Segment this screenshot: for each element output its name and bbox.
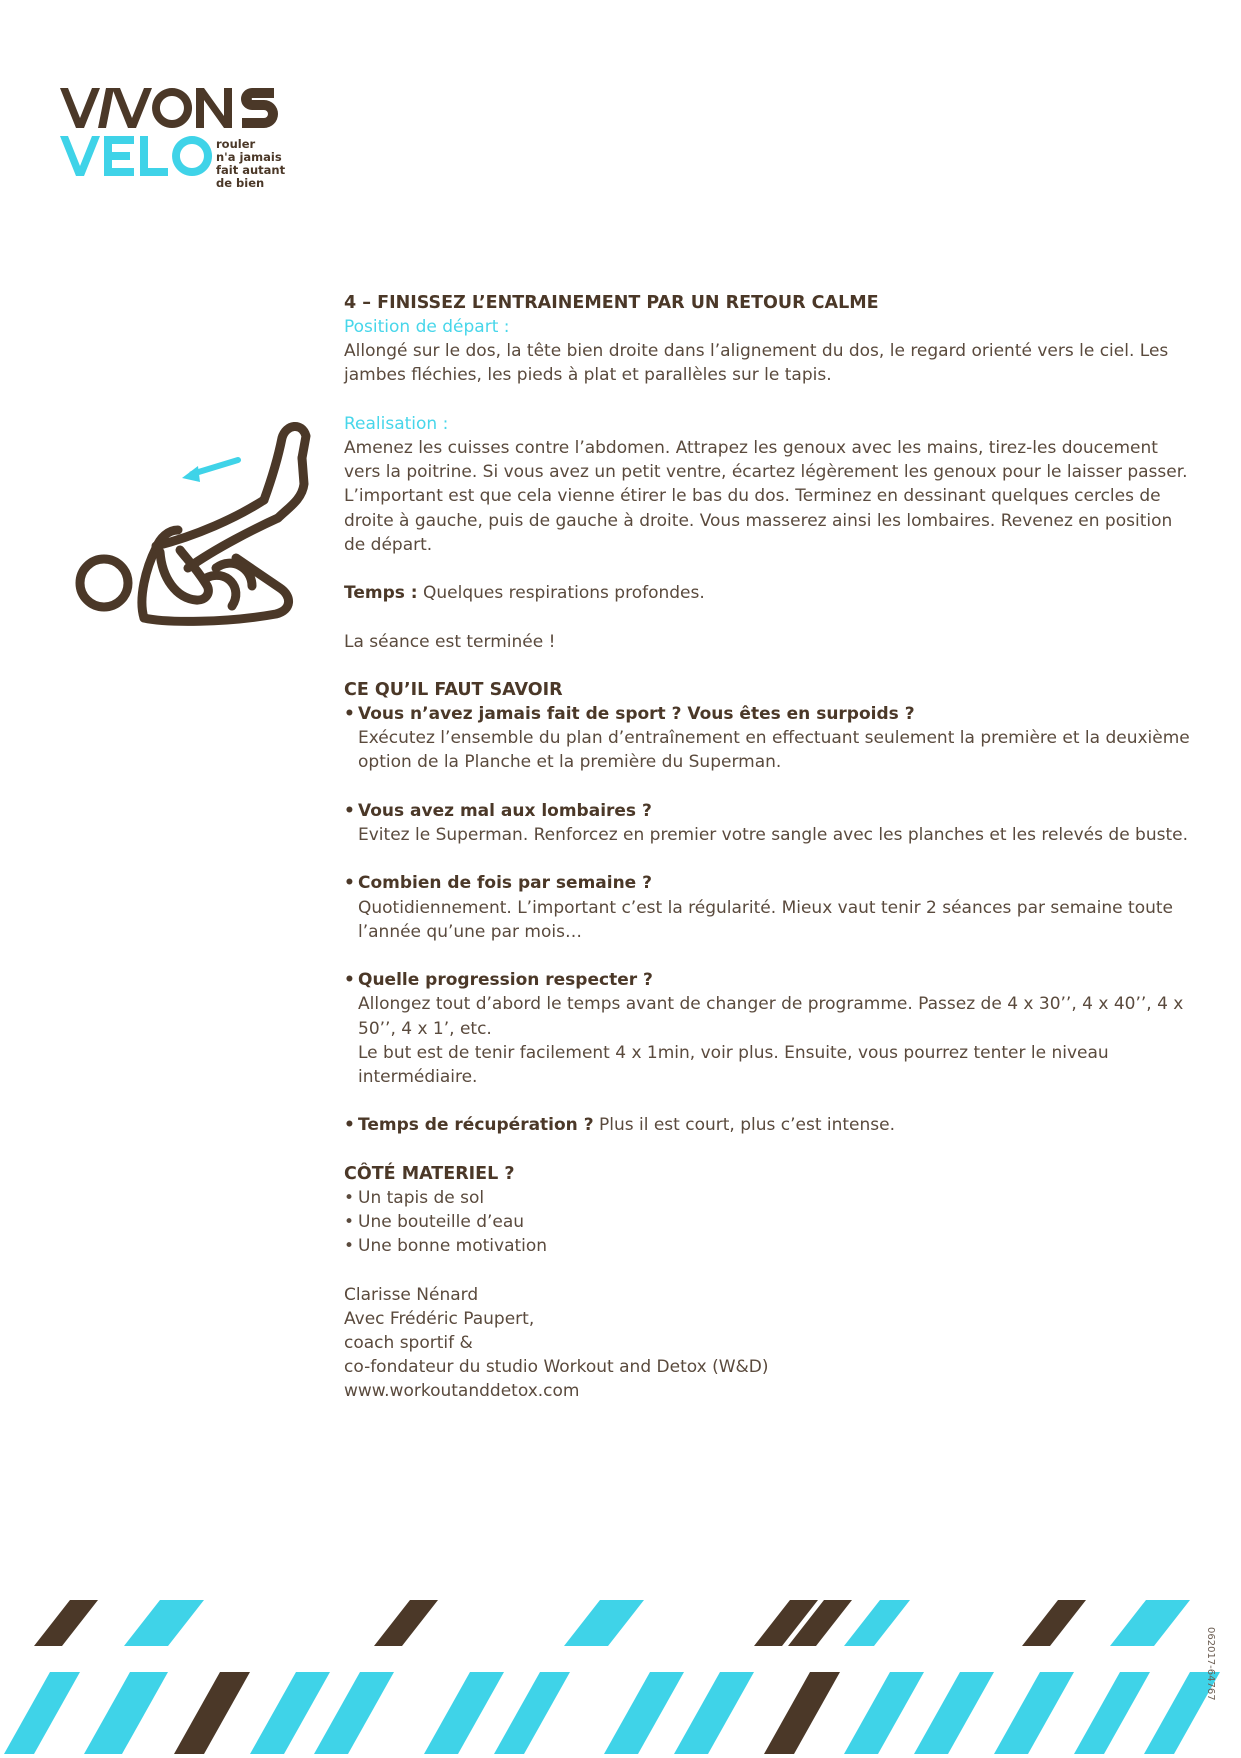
temps-line [344,581,1194,605]
bullet-icon: • [344,703,355,724]
bullet-icon: • [344,873,355,894]
tagline-line: fait autant [216,163,286,177]
faq-question: Combien de fois par semaine ? [358,873,652,894]
materiel-item [344,1234,1194,1258]
stripes-row-top [34,1600,1190,1646]
credit-author: Clarisse Nénard [344,1284,479,1305]
document-code: 062017-64767 [1205,1627,1216,1701]
bullet-icon: • [344,1187,355,1208]
bullet-icon: • [344,1115,355,1136]
knees-to-chest-illustration [56,418,332,640]
decorative-stripes [0,1600,1241,1754]
position-label: Position de départ : [344,317,510,337]
section-heading-materiel: CÔTÉ MATERIEL ? [344,1163,515,1184]
bullet-icon: • [344,1236,355,1257]
recup-label: Temps de récupération ? [358,1115,594,1136]
figure-head [80,559,128,607]
faq-item [344,702,1194,726]
faq-item-recuperation [344,1113,1194,1137]
temps-label: Temps : [344,583,418,604]
vivons-velo-logo [60,88,300,198]
faq-question: Vous n’avez jamais fait de sport ? Vous êtes en surpoids ? [358,703,915,724]
figure-thigh-upper [156,500,264,546]
tagline-line: de bien [216,176,265,190]
materiel-item-text: Une bonne motivation [358,1236,548,1257]
faq-item [344,799,1194,823]
logo-velo-letters [60,136,212,176]
logo-tagline [216,138,285,190]
faq-question: Quelle progression respecter ? [358,970,653,991]
temps-text: Quelques respirations profondes. [423,583,705,604]
credit-role: coach sportif & [344,1332,473,1353]
logo-vivons-letters [60,88,278,128]
exercise-figure-icon [56,418,332,640]
section-heading-retour-calme: 4 – FINISSEZ L’ENTRAINEMENT PAR UN RETOUR CALME [344,293,879,313]
figure-calf [278,458,304,518]
faq-answer: Evitez le Superman. Renforcez en premier votre sangle avec les planches et les relevés de buste. [358,824,1189,845]
position-text: Allongé sur le dos, la tête bien droite dans l’alignement du dos, le regard orienté vers le ciel. Les jambes fléchies, les pieds à plat et parallèles sur le tapis. [344,341,1169,386]
materiel-item-text: Une bouteille d’eau [358,1211,525,1232]
recup-text: Plus il est court, plus c’est intense. [598,1115,896,1136]
stripes-row-bottom [4,1672,1220,1754]
credit-studio: co-fondateur du studio Workout and Detox (W&D) [344,1357,769,1378]
bullet-icon: • [344,1211,355,1232]
faq-answer: Exécutez l’ensemble du plan d’entraînement en effectuant seulement la première et la deuxième option de la Planche et la première du Superman. [358,728,1190,773]
tagline-line: n'a jamais [216,150,282,164]
credit-website[interactable]: www.workoutanddetox.com [344,1381,580,1402]
end-text: La séance est terminée ! [344,631,556,652]
stripes-pattern [0,1600,1241,1754]
realisation-label: Realisation : [344,413,449,434]
credit-coach: Avec Frédéric Paupert, [344,1308,535,1329]
motion-arrow-icon [192,460,238,474]
faq-item [344,968,1194,992]
faq-answer-2: Le but est de tenir facilement 4 x 1min, voir plus. Ensuite, vous pourrez tenter le niveau intermédiaire. [358,1042,1109,1087]
materiel-item [344,1210,1194,1234]
materiel-item [344,1186,1194,1210]
faq-item [344,871,1194,895]
section-heading-savoir: CE QU’IL FAUT SAVOIR [344,679,563,700]
bullet-icon: • [344,970,355,991]
realisation-text: Amenez les cuisses contre l’abdomen. Attrapez les genoux avec les mains, tirez-les doucement vers la poitrine. Si vous avez un petit ventre, écartez légèrement les genoux pour le laisser passer. L’important est que cela vienne étirer le bas du dos. Terminez en dessinant quelques cercles de droite à gauche, puis de gauche à droite. Vous masserez ainsi les lombaires. Revenez en position de départ. [344,438,1188,555]
bullet-icon: • [344,800,355,821]
materiel-item-text: Un tapis de sol [358,1187,485,1208]
faq-answer: Quotidiennement. L’important c’est la régularité. Mieux vaut tenir 2 séances par semaine toute l’année qu’une par mois… [358,897,1174,942]
main-content [344,291,1194,1404]
faq-question: Vous avez mal aux lombaires ? [358,800,652,821]
arrow-head-icon [182,466,200,482]
tagline-line: rouler [216,137,256,151]
faq-answer: Allongez tout d’abord le temps avant de changer de programme. Passez de 4 x 30’’, 4 x 40’’, 4 x 50’’, 4 x 1’, etc. [358,994,1184,1039]
